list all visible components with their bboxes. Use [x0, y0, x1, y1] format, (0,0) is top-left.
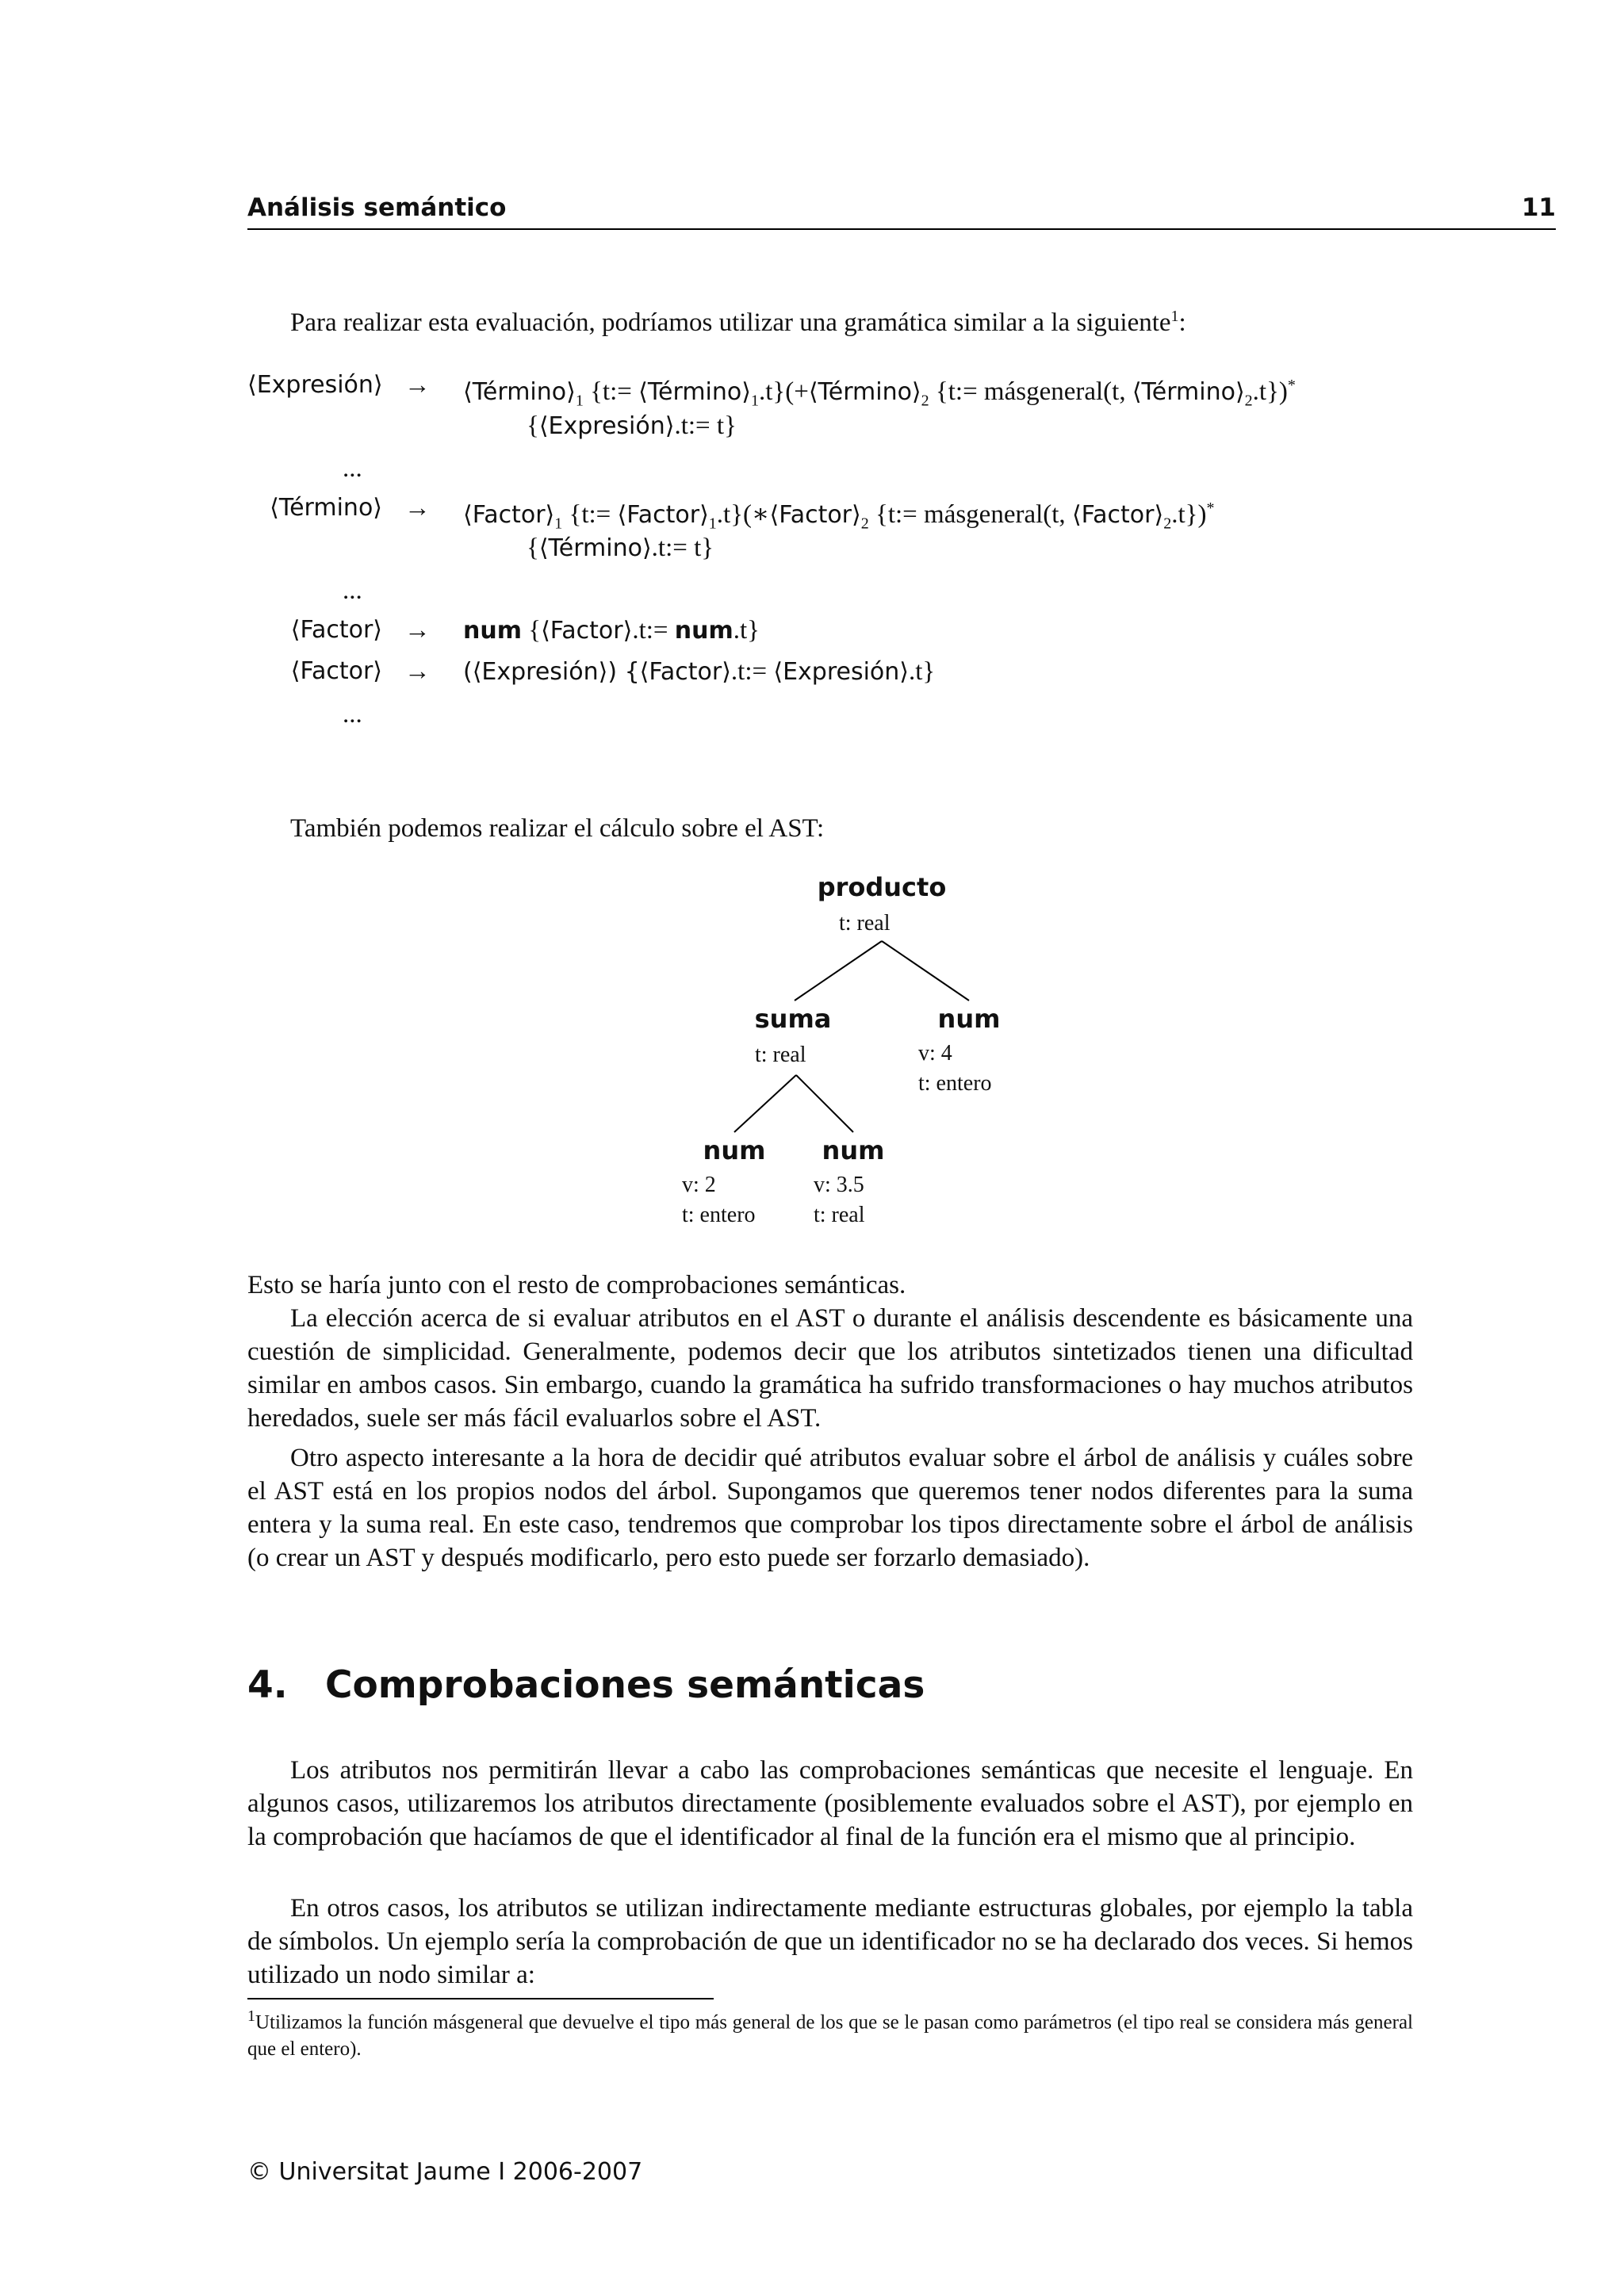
grammar-rhs-expresion-action: {⟨Expresión⟩.t:= t}	[527, 411, 737, 440]
section-number: 4.	[247, 1663, 288, 1707]
grammar-lhs-termino: ⟨Término⟩	[270, 494, 382, 522]
grammar-arrow: →	[404, 371, 431, 400]
paragraph-4: Los atributos nos permitirán llevar a cabo las comprobaciones semánticas que necesite el lenguaje. En algunos casos, utilizaremos los atributos directamente (posiblemente evaluados sobre el AST), por ejemplo en la comprobación que hacíamos de que el identificador al final de la función era el mismo que al principio.	[247, 1756, 1413, 1851]
footnote-rule	[247, 1998, 714, 1999]
grammar-rhs-termino-action: {⟨Término⟩.t:= t}	[527, 534, 714, 562]
tree-node-num-right: num	[937, 1004, 1001, 1034]
edge-suma-num-left	[734, 1075, 796, 1132]
tree-node-num-mid-value: v: 3.5	[814, 1173, 864, 1197]
footnote-ref: 1	[1170, 308, 1179, 325]
grammar-ellipsis: ...	[343, 454, 362, 483]
intro-colon: :	[1178, 308, 1186, 337]
page-number: 11	[1521, 193, 1556, 222]
edge-producto-num	[882, 941, 969, 1001]
tree-node-num-left-type: t: entero	[682, 1203, 756, 1227]
grammar-rhs-factor-paren: (⟨Expresión⟩) {⟨Factor⟩.t:= ⟨Expresión⟩.t}	[463, 657, 936, 686]
grammar-lhs-expresion: ⟨Expresión⟩	[247, 371, 383, 399]
paragraph-2: La elección acerca de si evaluar atributos en el AST o durante el análisis descendente es básicamente una cuestión de simplicidad. Generalmente, podemos decir que los atributos sintetizados tienen una dificultad similar en ambos casos. Sin embargo, cuando la gramática ha sufrido transformaciones o hay muchos atributos heredados, suele ser más fácil evaluarlos sobre el AST.	[247, 1304, 1413, 1433]
edge-producto-suma	[795, 941, 882, 1001]
tree-node-num-right-type: t: entero	[918, 1071, 992, 1096]
footnote-text: Utilizamos la función másgeneral que devuelve el tipo más general de los que se le pasan como parámetros (el tipo real se considera más general que el entero).	[247, 2011, 1413, 2061]
section-title: Comprobaciones semánticas	[325, 1663, 925, 1707]
grammar-arrow: →	[404, 616, 431, 645]
grammar-rhs-factor-num: num {⟨Factor⟩.t:= num.t}	[463, 616, 760, 645]
grammar-rhs-termino: $⟨Factor⟩_1$ {t:= $⟨Factor⟩_1.t\}(∗⟨Factor⟩_2$ {t:= másgeneral(t, $⟨Factor⟩_2.t\})^*$	[463, 499, 1215, 533]
grammar-ellipsis: ...	[343, 700, 362, 729]
grammar-ellipsis: ...	[343, 576, 362, 605]
paragraph-5: En otros casos, los atributos se utilizan indirectamente mediante estructuras globales, por ejemplo la tabla de símbolos. Un ejemplo sería la comprobación de que un identificador no se ha declarado dos veces. Si hemos utilizado un nodo similar a:	[247, 1894, 1413, 1989]
tree-node-producto-type: t: real	[839, 911, 891, 936]
tree-node-num-mid-type: t: real	[814, 1203, 865, 1227]
grammar-arrow: →	[404, 657, 431, 686]
ast-intro: También podemos realizar el cálculo sobre el AST:	[290, 814, 825, 843]
grammar-rhs-expresion: $⟨Término⟩_1$ {t:= $⟨Término⟩_1.t\}(+⟨Término⟩_2$ {t:= másgeneral(t, $⟨Término⟩_2.t\})^*$	[463, 377, 1296, 410]
tree-node-num-right-value: v: 4	[918, 1041, 952, 1066]
section-heading	[247, 1663, 925, 1707]
tree-node-suma-type: t: real	[755, 1043, 806, 1067]
edge-suma-num-right	[796, 1075, 853, 1132]
footnote	[247, 2003, 1413, 2063]
grammar-arrow: →	[404, 494, 431, 522]
grammar-lhs-factor: ⟨Factor⟩	[290, 657, 382, 685]
page-footer: © Universitat Jaume I 2006-2007	[247, 2158, 643, 2186]
tree-node-producto: producto	[817, 872, 947, 902]
grammar-lhs-factor: ⟨Factor⟩	[290, 616, 382, 644]
header-title: Análisis semántico	[247, 193, 507, 222]
tree-node-suma: suma	[754, 1004, 832, 1034]
paragraph-1: Esto se haría junto con el resto de comprobaciones semánticas.	[247, 1271, 906, 1299]
tree-node-num-left: num	[703, 1135, 766, 1165]
intro-text: Para realizar esta evaluación, podríamos utilizar una gramática similar a la siguiente	[290, 308, 1171, 337]
tree-node-num-left-value: v: 2	[682, 1173, 716, 1197]
tree-node-num-mid: num	[822, 1135, 885, 1165]
paragraph-3: Otro aspecto interesante a la hora de decidir qué atributos evaluar sobre el árbol de análisis y cuáles sobre el AST está en los propios nodos del árbol. Supongamos que queremos tener nodos diferentes para la suma entera y la suma real. En este caso, tendremos que comprobar los tipos directamente sobre el árbol de análisis (o crear un AST y después modificarlo, pero esto puede ser forzarlo demasiado).	[247, 1444, 1413, 1572]
footnote-mark: 1	[247, 2007, 255, 2025]
